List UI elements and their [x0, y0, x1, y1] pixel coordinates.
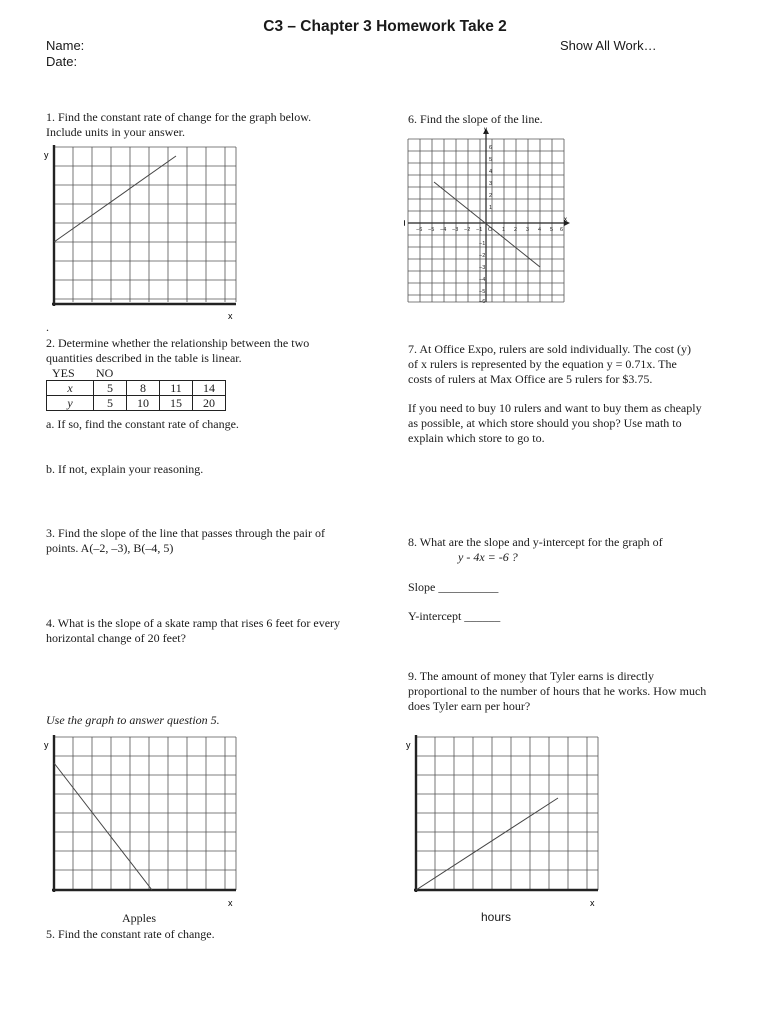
- graph-question-5: [40, 732, 240, 910]
- origin-label: O: [488, 227, 493, 233]
- question-7-line-1: 7. At Office Expo, rulers are sold individually. The cost (y): [408, 342, 692, 356]
- table-cell: 14: [193, 381, 226, 396]
- question-3: [46, 526, 325, 556]
- graph-question-1: [40, 142, 240, 322]
- y-tick-label: −4: [479, 277, 486, 283]
- question-3-line-2: points. A(–2, –3), B(–4, 5): [46, 541, 174, 555]
- graph-grid: [54, 737, 236, 890]
- y-tick-label: 6: [489, 145, 493, 151]
- question-1-line-2: Include units in your answer.: [46, 125, 185, 139]
- x-tick-label: 6: [560, 227, 564, 233]
- graph-grid: [416, 737, 598, 890]
- graph-line: [434, 182, 540, 267]
- graph-axes: [414, 735, 598, 892]
- question-9-line-3: does Tyler earn per hour?: [408, 699, 531, 713]
- graph-grid: [54, 147, 236, 302]
- question-7-line-5: as possible, at which store should you shop? Use math to: [408, 416, 682, 430]
- y-tick-label: −3: [479, 265, 486, 271]
- page-title: C3 – Chapter 3 Homework Take 2: [263, 18, 507, 35]
- linear-relationship-table: [46, 380, 226, 411]
- table-cell: 15: [160, 396, 193, 411]
- y-tick-label: −1: [479, 241, 486, 247]
- x-tick-label: 2: [514, 227, 518, 233]
- table-header-x: x: [47, 381, 94, 396]
- x-axis-label: x: [564, 217, 567, 223]
- question-2-part-b: b. If not, explain your reasoning.: [46, 462, 204, 476]
- question-7-line-6: explain which store to go to.: [408, 431, 545, 445]
- x-tick-labels: [416, 227, 563, 233]
- question-7-followup: [408, 401, 702, 446]
- graph-line: [54, 156, 176, 242]
- slope-answer-blank[interactable]: Slope __________: [408, 580, 499, 594]
- table-cell: 11: [160, 381, 193, 396]
- x-axis-caption-hours: hours: [481, 910, 512, 924]
- show-work-note: Show All Work…: [560, 38, 657, 53]
- question-2-line-1: 2. Determine whether the relationship between the two: [46, 336, 310, 350]
- question-9-line-1: 9. The amount of money that Tyler earns is directly: [408, 669, 654, 683]
- x-tick-label: −4: [440, 227, 447, 233]
- yes-option: YES: [52, 366, 75, 380]
- question-4-line-2: horizontal change of 20 feet?: [46, 631, 186, 645]
- question-2-line-2: quantities described in the table is linear.: [46, 351, 242, 365]
- question-1-line-1: 1. Find the constant rate of change for the graph below.: [46, 110, 312, 124]
- table-header-y: y: [47, 396, 94, 411]
- x-axis-label: x: [228, 898, 233, 908]
- question-8-equation: y - 4x = -6 ?: [458, 550, 518, 564]
- y-tick-label: −5: [479, 289, 486, 295]
- question-2-part-a: a. If so, find the constant rate of change.: [46, 417, 239, 431]
- x-axis-label: x: [228, 311, 233, 321]
- question-3-line-1: 3. Find the slope of the line that passes through the pair of: [46, 526, 325, 540]
- table-cell: 5: [94, 396, 127, 411]
- question-2: [46, 336, 309, 366]
- question-9: [408, 669, 706, 714]
- x-tick-label: 3: [526, 227, 530, 233]
- graph-question-6: [404, 124, 572, 304]
- stray-dot: .: [46, 320, 49, 334]
- y-tick-label: 2: [489, 193, 493, 199]
- table-row-y: [47, 396, 226, 411]
- x-tick-label: −5: [428, 227, 435, 233]
- y-tick-label: −6: [479, 299, 486, 304]
- graph-line: [416, 798, 558, 890]
- question-9-line-2: proportional to the number of hours that he works. How much: [408, 684, 707, 698]
- y-tick-label: 5: [489, 157, 493, 163]
- y-axis-label: y: [484, 127, 487, 133]
- y-tick-label: 1: [489, 205, 493, 211]
- y-axis-label: y: [406, 740, 411, 750]
- table-cell: 8: [127, 381, 160, 396]
- x-tick-label: −6: [416, 227, 423, 233]
- x-axis-caption-apples: Apples: [122, 911, 156, 925]
- x-tick-label: 1: [502, 227, 506, 233]
- question-8: 8. What are the slope and y-intercept for the graph of: [408, 535, 663, 549]
- graph-question-9: [402, 732, 602, 910]
- no-option: NO: [96, 366, 114, 380]
- name-label: Name:: [46, 38, 85, 53]
- question-4: [46, 616, 340, 646]
- x-tick-label: −2: [464, 227, 471, 233]
- y-axis-label: y: [44, 150, 49, 160]
- graph-line: [54, 763, 152, 890]
- y-tick-label: 3: [489, 181, 493, 187]
- question-7: [408, 342, 691, 387]
- graph-axes: [52, 735, 236, 892]
- table-cell: 10: [127, 396, 160, 411]
- table-cell: 20: [193, 396, 226, 411]
- x-axis-label: x: [590, 898, 595, 908]
- x-tick-label: −1: [476, 227, 483, 233]
- question-1: [46, 110, 311, 140]
- x-tick-label: 5: [550, 227, 554, 233]
- question-7-line-4: If you need to buy 10 rulers and want to buy them as cheaply: [408, 401, 702, 415]
- y-axis-label: y: [44, 740, 49, 750]
- question-5: 5. Find the constant rate of change.: [46, 927, 215, 941]
- y-tick-label: 4: [489, 169, 493, 175]
- graph-axes: [52, 145, 236, 306]
- x-tick-label: 4: [538, 227, 542, 233]
- question-7-line-2: of x rulers is represented by the equation y = 0.71x. The: [408, 357, 677, 371]
- x-tick-label: −3: [452, 227, 459, 233]
- table-row-x: [47, 381, 226, 396]
- date-label: Date:: [46, 54, 78, 69]
- question-6: 6. Find the slope of the line.: [408, 112, 543, 126]
- y-intercept-answer-blank[interactable]: Y-intercept ______: [408, 609, 501, 623]
- question-7-line-3: costs of rulers at Max Office are 5 rulers for $3.75.: [408, 372, 653, 386]
- table-cell: 5: [94, 381, 127, 396]
- question-5-intro: Use the graph to answer question 5.: [46, 713, 220, 727]
- y-tick-label: −2: [479, 253, 486, 259]
- question-4-line-1: 4. What is the slope of a skate ramp that rises 6 feet for every: [46, 616, 341, 630]
